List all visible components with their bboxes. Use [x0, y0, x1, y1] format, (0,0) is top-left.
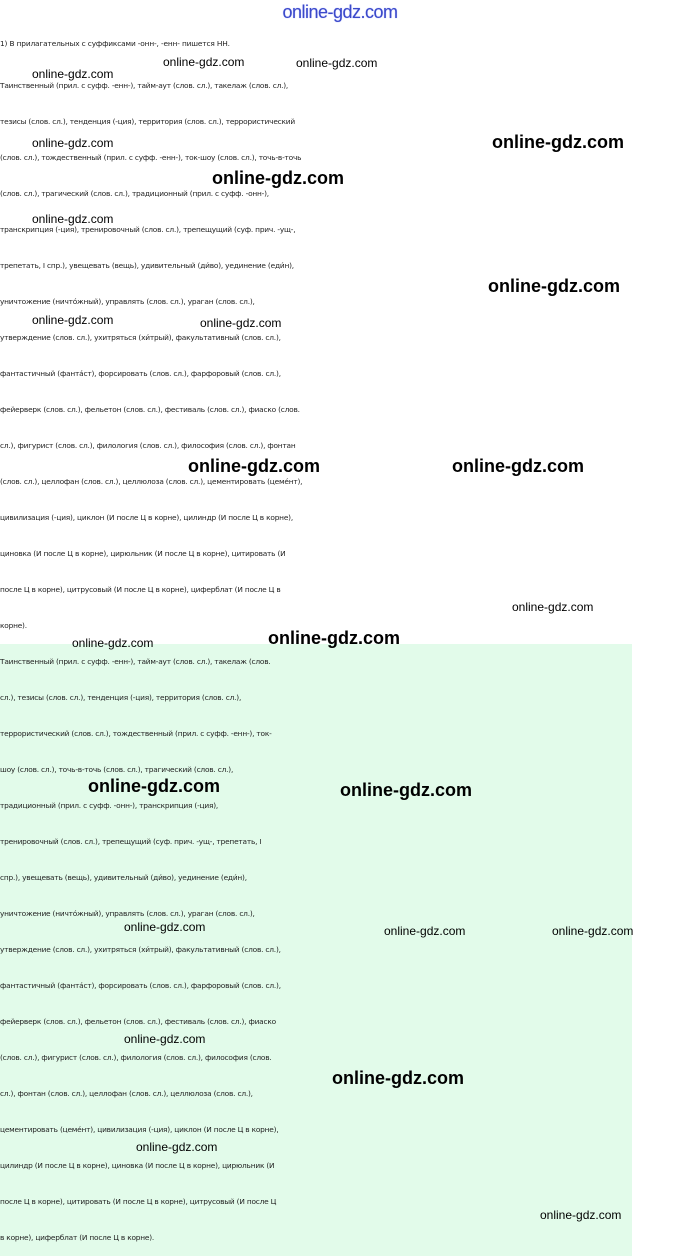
text-line: (слов. сл.), тождественный (прил. с суфф. -енн-), ток-шоу (слов. сл.), точь-в-точь	[0, 153, 302, 162]
watermark: online-gdz.com	[188, 456, 320, 476]
text-line: сл.), тезисы (слов. сл.), тенденция (-ция), территория (слов. сл.),	[0, 693, 242, 702]
site-link[interactable]: online-gdz.com	[282, 2, 398, 22]
text-line: цилиндр (И после Ц в корне), циновка (И после Ц в корне), цирюльник (И	[0, 1161, 275, 1170]
text-line: фейерверк (слов. сл.), фельетон (слов. сл.), фестиваль (слов. сл.), фиаско (слов.	[0, 405, 300, 414]
watermark: online-gdz.com	[32, 313, 114, 327]
text-line: циновка (И после Ц в корне), цирюльник (И после Ц в корне), цитировать (И	[0, 549, 286, 558]
watermark: online-gdz.com	[88, 776, 220, 796]
text-line: спр.), увещевать (вещь), удивительный (ди́во), уединение (еди́н),	[0, 873, 247, 882]
text-line: цементировать (цеме́нт), цивилизация (-ция), циклон (И после Ц в корне),	[0, 1125, 279, 1134]
text-line: Таинственный (прил. с суфф. -енн-), тайм-аут (слов. сл.), такелаж (слов.	[0, 657, 271, 666]
text-line: (слов. сл.), трагический (слов. сл.), традиционный (прил. с суфф. -онн-),	[0, 189, 269, 198]
text-line: уничтожение (ничто́жный), управлять (слов. сл.), ураган (слов. сл.),	[0, 909, 255, 918]
text-line: тренировочный (слов. сл.), трепещущий (суф. прич. -ущ-, трепетать, I	[0, 837, 262, 846]
watermark: online-gdz.com	[332, 1068, 464, 1088]
watermark: online-gdz.com	[124, 920, 206, 934]
watermark: online-gdz.com	[136, 1140, 218, 1154]
text-line: цивилизация (-ция), циклон (И после Ц в корне), цилиндр (И после Ц в корне),	[0, 513, 293, 522]
words-list	[0, 68, 680, 644]
text-line: фантастичный (фанта́ст), форсировать (слов. сл.), фарфоровый (слов. сл.),	[0, 369, 281, 378]
text-line: в корне), циферблат (И после Ц в корне).	[0, 1233, 155, 1242]
watermark: online-gdz.com	[163, 55, 245, 69]
watermark: online-gdz.com	[32, 136, 114, 150]
text-line: сл.), фонтан (слов. сл.), целлофан (слов. сл.), целлюлоза (слов. сл.),	[0, 1089, 253, 1098]
text-line: фантастичный (фанта́ст), форсировать (слов. сл.), фарфоровый (слов. сл.),	[0, 981, 281, 990]
text-line: после Ц в корне), цитрусовый (И после Ц в корне), циферблат (И после Ц в	[0, 585, 281, 594]
site-header	[0, 0, 680, 26]
watermark: online-gdz.com	[124, 1032, 206, 1046]
watermark: online-gdz.com	[492, 132, 624, 152]
watermark: online-gdz.com	[32, 67, 114, 81]
text-line: фейерверк (слов. сл.), фельетон (слов. сл.), фестиваль (слов. сл.), фиаско	[0, 1017, 276, 1026]
text-line: сл.), фигурист (слов. сл.), филология (слов. сл.), философия (слов. сл.), фонтан	[0, 441, 296, 450]
text-line: уничтожение (ничто́жный), управлять (слов. сл.), ураган (слов. сл.),	[0, 297, 255, 306]
text-line: трепетать, I спр.), увещевать (вещь), удивительный (ди́во), уединение (еди́н),	[0, 261, 294, 270]
watermark: online-gdz.com	[212, 168, 344, 188]
text-line: террористический (слов. сл.), тождественный (прил. с суфф. -енн-), ток-	[0, 729, 272, 738]
watermark: online-gdz.com	[488, 276, 620, 296]
watermark: online-gdz.com	[384, 924, 466, 938]
text-line: после Ц в корне), цитировать (И после Ц в корне), цитрусовый (И после Ц	[0, 1197, 277, 1206]
watermark: online-gdz.com	[296, 56, 378, 70]
text-line: утверждение (слов. сл.), ухитряться (хи́трый), факультативный (слов. сл.),	[0, 945, 281, 954]
text-line: (слов. сл.), целлофан (слов. сл.), целлюлоза (слов. сл.), цементировать (цеме́нт),	[0, 477, 303, 486]
text-line: тезисы (слов. сл.), тенденция (-ция), территория (слов. сл.), террористический	[0, 117, 296, 126]
text-line: транскрипция (-ция), тренировочный (слов. сл.), трепещущий (суф. прич. -ущ-,	[0, 225, 296, 234]
answer-text	[0, 644, 680, 1256]
watermark: online-gdz.com	[200, 316, 282, 330]
text-line: утверждение (слов. сл.), ухитряться (хи́трый), факультативный (слов. сл.),	[0, 333, 281, 342]
watermark: online-gdz.com	[32, 212, 114, 226]
watermark: online-gdz.com	[540, 1208, 622, 1222]
watermark: online-gdz.com	[452, 456, 584, 476]
watermark: online-gdz.com	[268, 628, 400, 648]
text-line: корне).	[0, 621, 27, 630]
rule-text: 1) В прилагательных с суффиксами -онн-, -енн- пишется НН.	[0, 39, 230, 48]
watermark: online-gdz.com	[552, 924, 634, 938]
text-line: (слов. сл.), фигурист (слов. сл.), филология (слов. сл.), философия (слов.	[0, 1053, 272, 1062]
watermark: online-gdz.com	[340, 780, 472, 800]
watermark: online-gdz.com	[72, 636, 154, 650]
text-line: традиционный (прил. с суфф. -онн-), транскрипция (-ция),	[0, 801, 219, 810]
text-line: шоу (слов. сл.), точь-в-точь (слов. сл.), трагический (слов. сл.),	[0, 765, 234, 774]
text-line: Таинственный (прил. с суфф. -енн-), тайм-аут (слов. сл.), такелаж (слов. сл.),	[0, 81, 289, 90]
watermark: online-gdz.com	[512, 600, 594, 614]
